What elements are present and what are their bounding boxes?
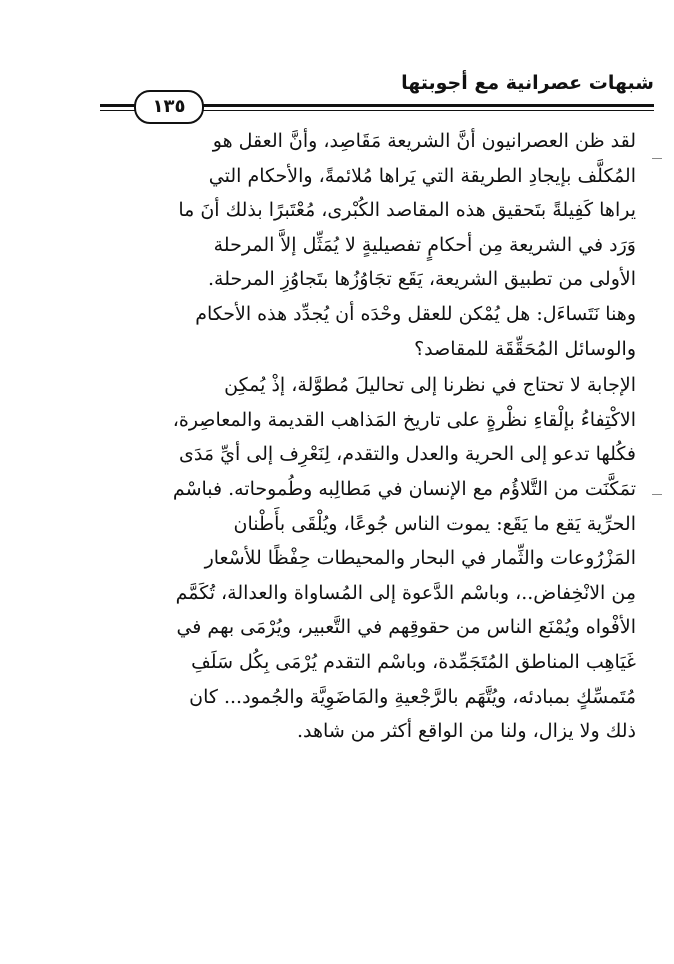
page-number: ١٣٥	[134, 90, 204, 124]
running-header-title: شبهات عصرانية مع أجوبتها	[401, 72, 654, 94]
text-line: وَرَد في الشريعة مِن أحكامٍ تفصيليةٍ لا يُمَثِّل إلاَّ المرحلة	[213, 233, 636, 256]
text-line: ذلك ولا يزال، ولنا من الواقع أكثر من شاهد.	[297, 720, 636, 743]
text-line: والوسائل المُحَقِّقَة للمقاصد؟	[414, 337, 636, 360]
text-line: غَيَاهِب المناطق المُتَجَمِّدة، وباسْم التقدم يُرْمَى بِكُل سَلَفِ	[191, 650, 636, 673]
paragraph-2	[100, 368, 662, 749]
text-line: تمَكَّنَت من التَّلاؤُم مع الإنسان في مَطالِبه وطُموحاته. فباسْم	[172, 477, 636, 500]
text-line: الأولى من تطبيق الشريعة، يَقَع تجَاوُزُها بتَجاوُزِ المرحلة.	[207, 268, 636, 291]
text-line: لقد ظن العصرانيون أنَّ الشريعة مَقَاصِد، وأنَّ العقل هو	[212, 130, 636, 152]
running-header	[100, 70, 654, 130]
text-line: مِن الانْخِفاض..، وباسْم الدَّعوة إلى المُساواة والعدالة، تُكَمَّم	[175, 581, 636, 604]
text-line: الأفْواه ويُمْنَع الناس من حقوقِهم في التَّعبير، ويُرْمَى بهم في	[176, 616, 636, 639]
paragraph-1	[100, 124, 662, 366]
text-line: يراها كَفِيلةً بتَحقيق هذه المقاصد الكُبْرى، مُعْتَبرًا بذلك أنَ ما	[178, 199, 636, 222]
text-line: وهنا نَتَساءَل: هل يُمْكن للعقل وحْدَه أن يُجدِّد هذه الأحكام	[195, 302, 636, 325]
margin-mark	[652, 158, 662, 159]
margin-mark	[652, 494, 662, 495]
text-line: المَزْرُوعات والثِّمار في البحار والمحيطات حِفْظًا للأسْعار	[204, 547, 636, 570]
text-line: مُتَمسِّكٍ بمبادئه، ويُتَّهَم بالرَّجْعيةِ والمَاضَوِيَّة والجُمود... كان	[189, 685, 636, 708]
text-line: الحرِّية يَقع ما يَقَع: يموت الناس جُوعًا، ويُلْقَى بأَطْنان	[233, 512, 636, 535]
text-line: المُكلَّف بإيجادِ الطريقة التي يَراها مُلائمةً، والأحكام التي	[208, 164, 636, 187]
body-text	[100, 124, 662, 749]
text-line: الاكْتِفاءُ بإلْقاءِ نظْرةٍ على تاريخ المَذاهب القديمة والمعاصِرة،	[172, 408, 636, 431]
text-line: الإجابة لا تحتاج في نظرنا إلى تحاليلَ مُطوَّلة، إذْ يُمكِن	[224, 374, 636, 397]
text-line: فكُلها تدعو إلى الحرية والعدل والتقدم، لِنَعْرِف إلى أيِّ مَدَى	[179, 443, 636, 466]
